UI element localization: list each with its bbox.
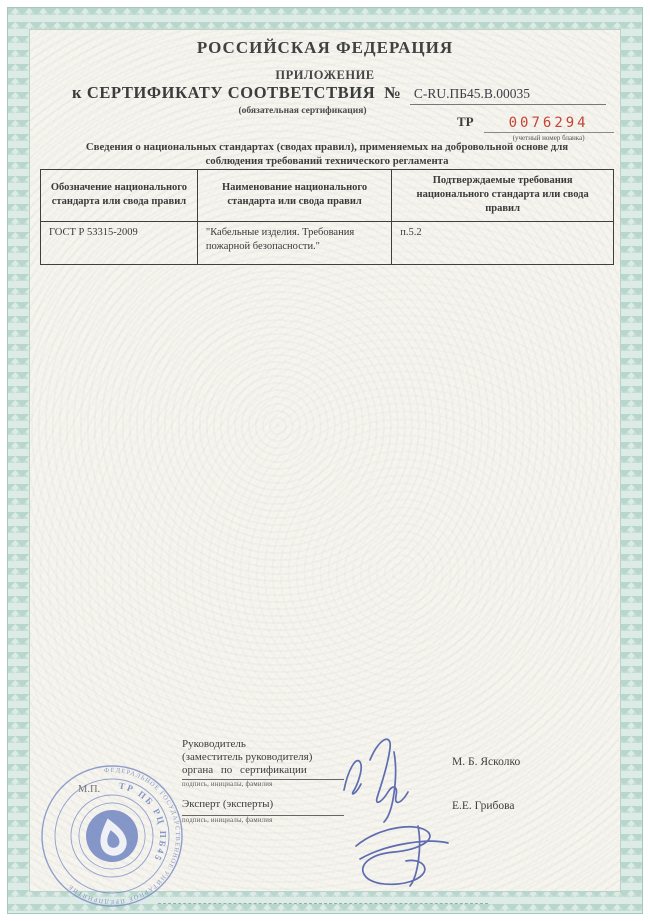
blank-number-box: [484, 115, 614, 142]
expert-name: Е.Е. Грибова: [452, 800, 515, 812]
column-header-designation: Обозначение национального стандарта или свода правил: [41, 170, 198, 222]
cell-standard-name: "Кабельные изделия. Требования пожарной безопасности.": [197, 221, 391, 264]
head-role-block: [182, 738, 344, 789]
stamp-inner-text: ТР ПБ РЦ ПБ45: [117, 780, 169, 864]
table-row: [41, 221, 614, 264]
column-header-requirements: Подтверждаемые требования национального стандарта или свода правил: [392, 170, 614, 222]
microprint-line: [158, 903, 488, 904]
document-subtitle: Сведения о национальных стандартах (сводах правил), применяемых на добровольной основе для соблюдения требований технического регламента: [85, 141, 569, 168]
cell-standard-designation: ГОСТ Р 53315-2009: [41, 221, 198, 264]
handwritten-signatures: [322, 726, 487, 901]
round-stamp: [30, 744, 202, 920]
expert-role-block: [182, 798, 344, 824]
table-header-row: [41, 170, 614, 222]
tr-label: ТР: [457, 114, 474, 129]
expert-signature-stroke: [356, 826, 448, 886]
expert-role-label: Эксперт (эксперты): [182, 798, 344, 816]
blank-number-row: [457, 114, 614, 142]
certificate-title: к СЕРТИФИКАТУ СООТВЕТСТВИЯ: [72, 83, 376, 102]
head-role-line3: органа по сертификации: [182, 764, 344, 780]
stamp-outer-text: ФЕДЕРАЛЬНОЕ ГОСУДАРСТВЕННОЕ УНИТАРНОЕ ПРЕДПРИЯТИЕ: [66, 766, 182, 906]
cell-requirements: п.5.2: [392, 221, 614, 264]
standards-table: [40, 169, 614, 265]
head-role-line1: Руководитель: [182, 738, 246, 750]
certificate-page: [29, 29, 621, 906]
head-name: М. Б. Ясколко: [452, 756, 521, 768]
expert-signature-caption: подпись, инициалы, фамилия: [182, 817, 273, 824]
blank-number-caption: (учетный номер бланка): [512, 134, 585, 142]
number-sign: №: [384, 83, 401, 102]
country-title: РОССИЙСКАЯ ФЕДЕРАЦИЯ: [196, 38, 454, 57]
head-signature-caption: подпись, инициалы, фамилия: [182, 780, 273, 788]
blank-number: 0076294: [484, 115, 614, 133]
certificate-number: C-RU.ПБ45.В.00035: [410, 86, 606, 105]
stamp-place-label: М.П.: [78, 784, 101, 795]
certificate-border-frame: [7, 7, 643, 914]
head-role-line2: (заместитель руководителя): [182, 750, 313, 763]
head-signature-stroke: [344, 739, 408, 822]
certificate-title-row: [72, 83, 606, 105]
column-header-name: Наименование национального стандарта или свода правил: [197, 170, 391, 222]
mandatory-certification-note: (обязательная сертификация): [238, 106, 367, 116]
appendix-title: ПРИЛОЖЕНИЕ: [275, 68, 375, 82]
